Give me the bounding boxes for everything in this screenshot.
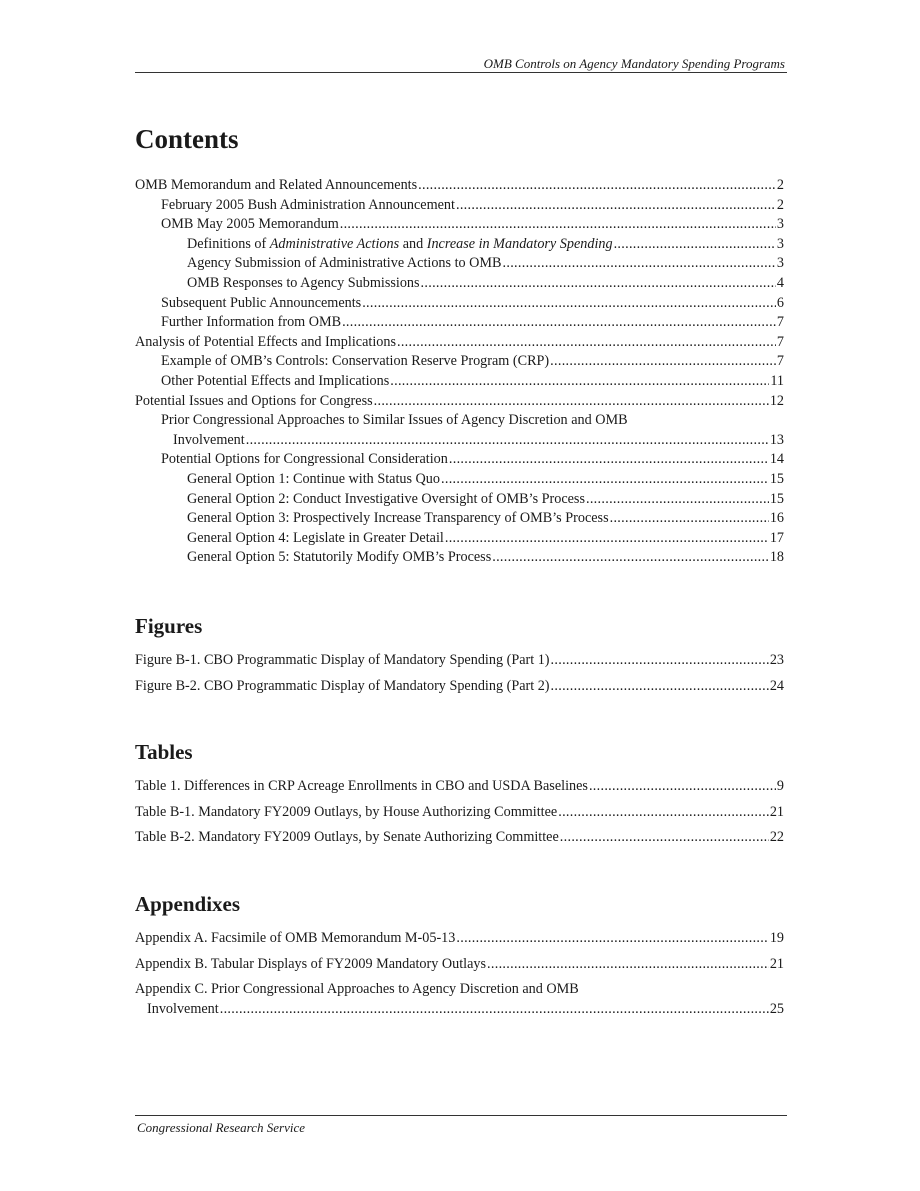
toc-entry[interactable]: OMB Memorandum and Related Announcements ..... 2 [135, 176, 784, 196]
toc-entry[interactable]: General Option 1: Continue with Status Quo ..... 15 [135, 470, 784, 490]
toc-entry[interactable]: Further Information from OMB ..... 7 [135, 313, 784, 333]
toc-entry[interactable]: Appendix A. Facsimile of OMB Memorandum M-05-13 ..... 19 [135, 929, 784, 955]
toc-entry[interactable]: General Option 2: Conduct Investigative Oversight of OMB’s Process ..... 15 [135, 490, 784, 510]
contents-heading: Contents [135, 124, 239, 154]
toc-entry[interactable]: Subsequent Public Announcements ..... 6 [135, 294, 784, 314]
toc-entry[interactable]: Figure B-1. CBO Programmatic Display of Mandatory Spending (Part 1) ..... 23 [135, 651, 784, 677]
toc-entry-continuation[interactable]: Involvement ..... 13 [135, 431, 784, 451]
toc-entry[interactable]: General Option 4: Legislate in Greater Detail ..... 17 [135, 529, 784, 549]
figures-list [135, 651, 784, 702]
tables-list [135, 777, 784, 854]
figures-heading: Figures [135, 614, 203, 638]
appendixes-heading: Appendixes [135, 892, 241, 916]
toc-entry[interactable]: Table B-1. Mandatory FY2009 Outlays, by House Authorizing Committee ..... 21 [135, 803, 784, 829]
tables-heading: Tables [135, 740, 193, 764]
toc-entry-continuation[interactable]: Involvement ..... 25 [135, 1000, 784, 1020]
running-footer: Congressional Research Service [137, 1120, 305, 1135]
contents-list [135, 176, 784, 568]
header-rule [135, 72, 787, 73]
toc-entry-first-line[interactable]: Appendix C. Prior Congressional Approaches to Agency Discretion and OMB [135, 981, 579, 998]
appendixes-list [135, 929, 784, 1020]
toc-entry[interactable]: Table 1. Differences in CRP Acreage Enrollments in CBO and USDA Baselines ..... 9 [135, 777, 784, 803]
toc-entry[interactable]: OMB Responses to Agency Submissions ..... 4 [135, 274, 784, 294]
toc-entry[interactable]: February 2005 Bush Administration Announcement ..... 2 [135, 196, 784, 216]
toc-entry[interactable]: Potential Issues and Options for Congress ..... 12 [135, 392, 784, 412]
toc-entry-first-line[interactable]: Prior Congressional Approaches to Similar Issues of Agency Discretion and OMB [161, 412, 628, 429]
toc-entry[interactable]: Potential Options for Congressional Consideration ..... 14 [135, 450, 784, 470]
toc-entry[interactable]: Table B-2. Mandatory FY2009 Outlays, by Senate Authorizing Committee ..... 22 [135, 828, 784, 854]
toc-entry[interactable]: OMB May 2005 Memorandum ..... 3 [135, 215, 784, 235]
toc-entry[interactable]: General Option 5: Statutorily Modify OMB’s Process ..... 18 [135, 548, 784, 568]
toc-entry[interactable]: Other Potential Effects and Implications ..... 11 [135, 372, 784, 392]
toc-entry[interactable]: Agency Submission of Administrative Actions to OMB ..... 3 [135, 254, 784, 274]
running-header: OMB Controls on Agency Mandatory Spending Programs [483, 56, 785, 71]
toc-entry[interactable]: Figure B-2. CBO Programmatic Display of Mandatory Spending (Part 2) ..... 24 [135, 677, 784, 703]
toc-entry[interactable]: Analysis of Potential Effects and Implications ..... 7 [135, 333, 784, 353]
toc-entry[interactable]: Example of OMB’s Controls: Conservation Reserve Program (CRP) ..... 7 [135, 352, 784, 372]
toc-entry[interactable]: General Option 3: Prospectively Increase Transparency of OMB’s Process ..... 16 [135, 509, 784, 529]
footer-rule [135, 1115, 787, 1116]
toc-entry[interactable]: Definitions of Administrative Actions and Increase in Mandatory Spending ..... 3 [135, 235, 784, 255]
toc-entry[interactable]: Appendix B. Tabular Displays of FY2009 Mandatory Outlays ..... 21 [135, 955, 784, 981]
